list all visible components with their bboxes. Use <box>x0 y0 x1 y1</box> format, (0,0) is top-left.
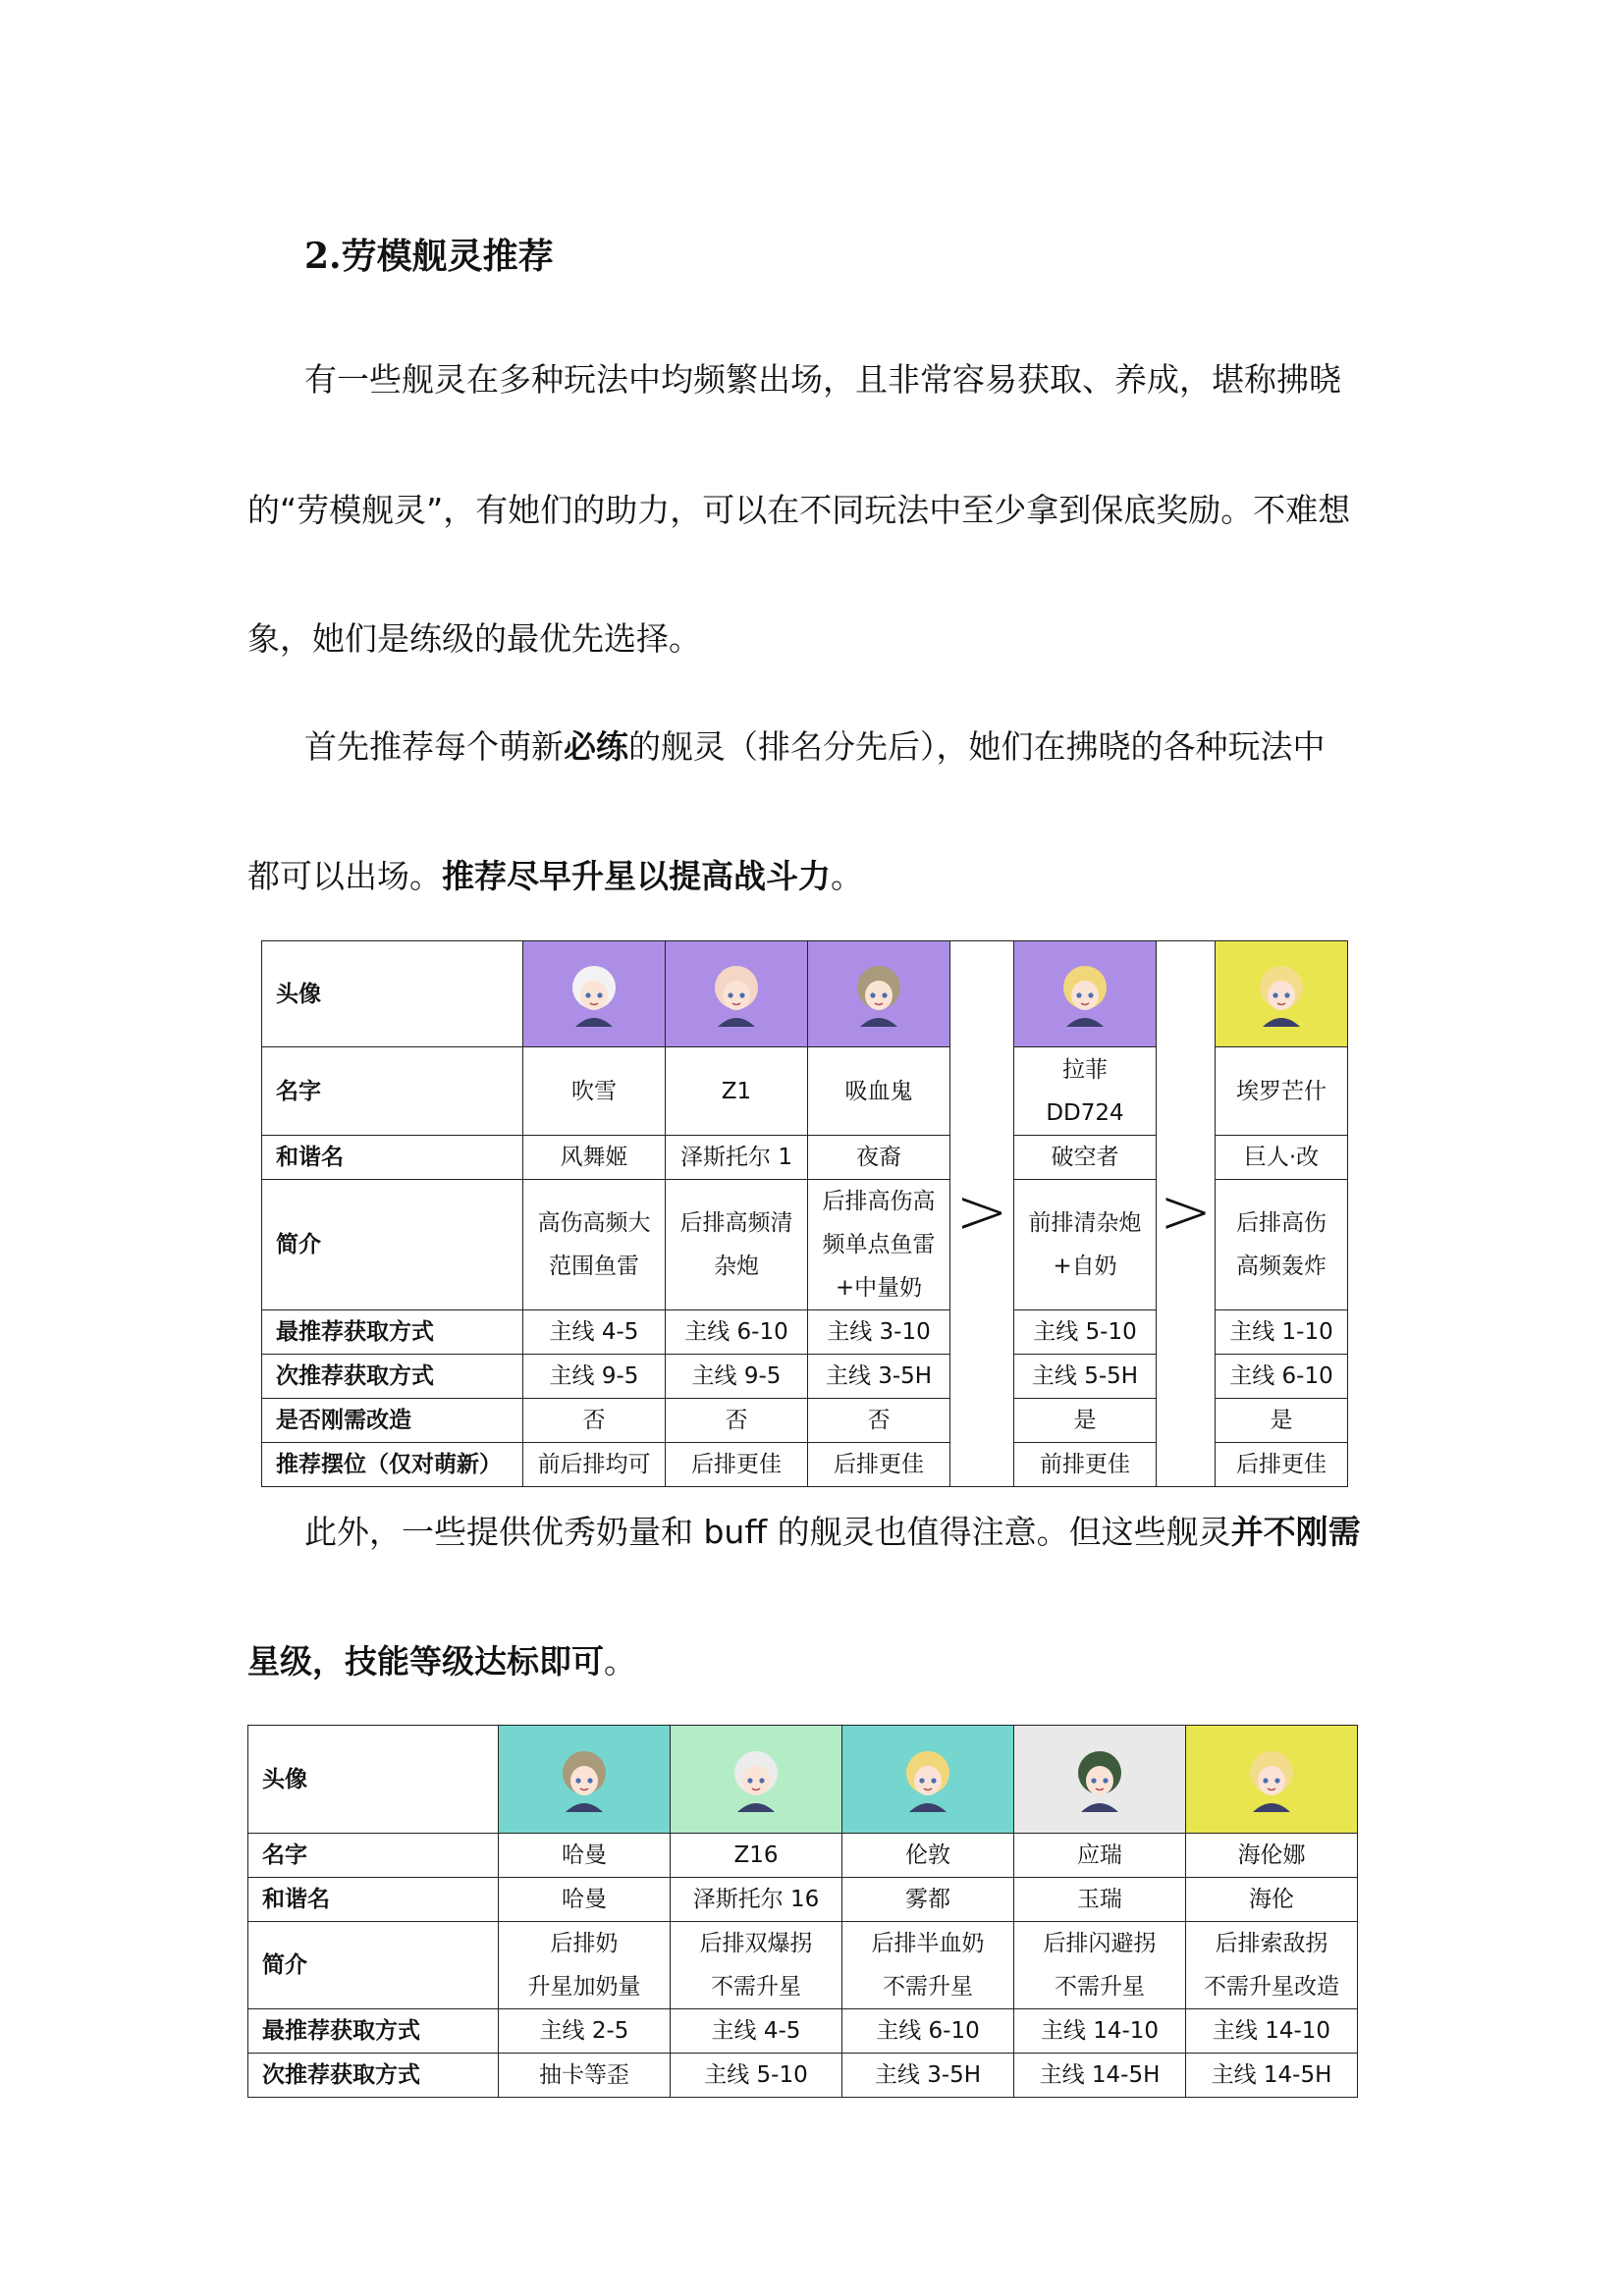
table-row <box>248 1878 1358 1922</box>
ship-name <box>808 1047 950 1136</box>
ship-desc-line: 后排双爆拐 <box>699 1931 813 1956</box>
text: 此外，一些提供优秀奶量和 buff 的舰灵也值得注意。但这些舰灵 <box>304 1513 1231 1551</box>
next-source: 主线 14-5H <box>1186 2054 1358 2098</box>
section-heading: 2.劳模舰灵推荐 <box>304 236 554 277</box>
row-label: 头像 <box>248 1726 499 1834</box>
best-source: 主线 5-10 <box>1014 1310 1157 1355</box>
ship-name-line: DD724 <box>1046 1099 1124 1126</box>
ship-name-line: 吸血鬼 <box>844 1078 913 1104</box>
row-label: 和谐名 <box>262 1136 523 1180</box>
next-source: 主线 14-5H <box>1014 2054 1186 2098</box>
bold-text: 并不刚需 <box>1230 1513 1361 1551</box>
ship-desc <box>1216 1180 1348 1310</box>
ship-desc <box>671 1922 842 2009</box>
ship-desc-line: +自奶 <box>1053 1254 1117 1279</box>
bold-text: 必练 <box>564 727 628 766</box>
ship-desc-line: 高频轰炸 <box>1236 1254 1326 1279</box>
ship-desc <box>523 1180 666 1310</box>
ship-desc-line: 升星加奶量 <box>527 1974 641 2000</box>
best-source: 主线 6-10 <box>842 2009 1014 2054</box>
table-row <box>262 941 1348 1047</box>
ship-desc-line: 后排索敌拐 <box>1215 1931 1328 1956</box>
table-row <box>248 2009 1358 2054</box>
best-source: 主线 6-10 <box>666 1310 808 1355</box>
ship-desc <box>666 1180 808 1310</box>
avatar-z1-icon <box>666 958 807 1031</box>
avatar-cell <box>671 1726 842 1834</box>
next-source: 主线 6-10 <box>1216 1355 1348 1399</box>
ship-desc <box>842 1922 1014 2009</box>
ship-name <box>666 1047 808 1136</box>
avatar-cell <box>666 941 808 1047</box>
table-row <box>248 1834 1358 1878</box>
ship-alias: 哈曼 <box>499 1878 671 1922</box>
ship-desc <box>808 1180 950 1310</box>
ship-desc-line: 高伤高频大 <box>537 1210 651 1236</box>
next-source: 主线 3-5H <box>842 2054 1014 2098</box>
row-label: 名字 <box>248 1834 499 1878</box>
ship-alias: 风舞姬 <box>523 1136 666 1180</box>
ship-name <box>523 1047 666 1136</box>
avatar-cell <box>1186 1726 1358 1834</box>
ship-desc-line: 后排高频清 <box>679 1210 793 1236</box>
ranking-separator <box>950 941 1014 1487</box>
ship-desc <box>1014 1180 1157 1310</box>
ship-desc-line: 不需升星 <box>1055 1974 1145 2000</box>
remodel-required: 否 <box>808 1399 950 1443</box>
ship-name <box>1216 1047 1348 1136</box>
paragraph-line <box>247 1637 1386 1686</box>
ship-desc <box>1186 1922 1358 2009</box>
avatar-cell <box>842 1726 1014 1834</box>
bold-text: 推荐尽早升星以提高战斗力 <box>442 857 831 895</box>
row-label: 简介 <box>262 1180 523 1310</box>
ship-desc-line: 范围鱼雷 <box>549 1254 639 1279</box>
bold-text: 星级，技能等级达标即可 <box>247 1642 604 1681</box>
ship-name-line: 吹雪 <box>571 1078 617 1104</box>
ship-name: Z16 <box>671 1834 842 1878</box>
row-label: 最推荐获取方式 <box>262 1310 523 1355</box>
paragraph-line: 象，她们是练级的最优先选择。 <box>247 619 701 658</box>
avatar-laffey-icon <box>1014 958 1156 1031</box>
recommend-table-1 <box>261 940 1348 1487</box>
row-label: 次推荐获取方式 <box>262 1355 523 1399</box>
ship-desc <box>1014 1922 1186 2009</box>
avatar-cell <box>1216 941 1348 1047</box>
ship-alias: 巨人·改 <box>1216 1136 1348 1180</box>
remodel-required: 否 <box>666 1399 808 1443</box>
ship-desc-line: 不需升星改造 <box>1204 1974 1339 2000</box>
ship-alias: 夜裔 <box>808 1136 950 1180</box>
ship-name: 应瑞 <box>1014 1834 1186 1878</box>
ship-desc <box>499 1922 671 2009</box>
text: 。 <box>604 1642 636 1681</box>
greater-than-sign: > <box>1159 1175 1213 1249</box>
paragraph-line <box>247 852 1386 901</box>
avatar-cell <box>808 941 950 1047</box>
ship-name-line: Z1 <box>721 1078 752 1104</box>
next-source: 主线 5-10 <box>671 2054 842 2098</box>
avatar-fubuki-icon <box>523 958 665 1031</box>
ship-desc-line: 前排清杂炮 <box>1028 1210 1142 1236</box>
recommended-position: 后排更佳 <box>808 1443 950 1487</box>
ship-desc-line: 不需升星 <box>711 1974 801 2000</box>
ship-desc-line: 后排闪避拐 <box>1043 1931 1157 1956</box>
best-source: 主线 2-5 <box>499 2009 671 2054</box>
best-source: 主线 1-10 <box>1216 1310 1348 1355</box>
next-source: 主线 3-5H <box>808 1355 950 1399</box>
avatar-yingrui-icon <box>1014 1743 1185 1816</box>
ship-alias: 泽斯托尔 16 <box>671 1878 842 1922</box>
avatar-cell <box>523 941 666 1047</box>
avatar-vampire-icon <box>808 958 949 1031</box>
next-source: 主线 9-5 <box>666 1355 808 1399</box>
ship-name: 伦敦 <box>842 1834 1014 1878</box>
ship-desc-line: 频单点鱼雷 <box>822 1232 936 1257</box>
recommend-table-2 <box>247 1725 1358 2098</box>
best-source: 主线 3-10 <box>808 1310 950 1355</box>
text: 首先推荐每个萌新 <box>304 727 564 766</box>
row-label: 是否刚需改造 <box>262 1399 523 1443</box>
ship-name-line: 拉菲 <box>1062 1056 1108 1083</box>
best-source: 主线 14-10 <box>1014 2009 1186 2054</box>
row-label: 名字 <box>262 1047 523 1136</box>
text: 都可以出场。 <box>247 857 442 895</box>
ship-name-line: 埃罗芒什 <box>1236 1078 1326 1104</box>
best-source: 主线 4-5 <box>671 2009 842 2054</box>
avatar-london-icon <box>842 1743 1013 1816</box>
ship-name <box>1014 1047 1157 1136</box>
recommended-position: 前后排均可 <box>523 1443 666 1487</box>
next-source: 主线 9-5 <box>523 1355 666 1399</box>
table-row <box>248 2054 1358 2098</box>
remodel-required: 是 <box>1014 1399 1157 1443</box>
ship-alias: 泽斯托尔 1 <box>666 1136 808 1180</box>
row-label: 最推荐获取方式 <box>248 2009 499 2054</box>
paragraph-line: 有一些舰灵在多种玩法中均频繁出场，且非常容易获取、养成，堪称拂晓 <box>304 360 1341 399</box>
avatar-hammann-icon <box>499 1743 670 1816</box>
ship-alias: 雾都 <box>842 1878 1014 1922</box>
row-label: 推荐摆位（仅对萌新） <box>262 1443 523 1487</box>
greater-than-sign: > <box>955 1175 1008 1249</box>
table-row <box>248 1922 1358 2009</box>
ship-desc-line: 后排半血奶 <box>871 1931 985 1956</box>
row-label: 次推荐获取方式 <box>248 2054 499 2098</box>
recommended-position: 后排更佳 <box>1216 1443 1348 1487</box>
avatar-erromango-icon <box>1216 958 1347 1031</box>
ship-desc-line: 后排高伤高 <box>822 1189 936 1214</box>
avatar-helena-icon <box>1186 1743 1357 1816</box>
next-source: 主线 5-5H <box>1014 1355 1157 1399</box>
ship-desc-line: +中量奶 <box>835 1275 923 1301</box>
ship-desc-line: 后排奶 <box>550 1931 619 1956</box>
paragraph-line <box>247 722 1386 772</box>
recommended-position: 前排更佳 <box>1014 1443 1157 1487</box>
paragraph-line: 的“劳模舰灵”，有她们的助力，可以在不同玩法中至少拿到保底奖励。不难想 <box>247 491 1351 529</box>
ship-alias: 破空者 <box>1014 1136 1157 1180</box>
ship-desc-line: 不需升星 <box>883 1974 973 2000</box>
ship-name: 哈曼 <box>499 1834 671 1878</box>
ship-desc-line: 后排高伤 <box>1236 1210 1326 1236</box>
text: 的舰灵（排名分先后），她们在拂晓的各种玩法中 <box>628 727 1326 766</box>
row-label: 头像 <box>262 941 523 1047</box>
ship-alias: 玉瑞 <box>1014 1878 1186 1922</box>
best-source: 主线 4-5 <box>523 1310 666 1355</box>
table-row <box>248 1726 1358 1834</box>
avatar-cell <box>1014 941 1157 1047</box>
ranking-separator <box>1157 941 1216 1487</box>
recommended-position: 后排更佳 <box>666 1443 808 1487</box>
remodel-required: 是 <box>1216 1399 1348 1443</box>
paragraph-line <box>247 1508 1386 1557</box>
row-label: 简介 <box>248 1922 499 2009</box>
avatar-cell <box>1014 1726 1186 1834</box>
text: 。 <box>831 857 863 895</box>
avatar-z16-icon <box>671 1743 841 1816</box>
best-source: 主线 14-10 <box>1186 2009 1358 2054</box>
remodel-required: 否 <box>523 1399 666 1443</box>
row-label: 和谐名 <box>248 1878 499 1922</box>
avatar-cell <box>499 1726 671 1834</box>
ship-name: 海伦娜 <box>1186 1834 1358 1878</box>
ship-desc-line: 杂炮 <box>714 1254 759 1279</box>
ship-alias: 海伦 <box>1186 1878 1358 1922</box>
next-source: 抽卡等歪 <box>499 2054 671 2098</box>
